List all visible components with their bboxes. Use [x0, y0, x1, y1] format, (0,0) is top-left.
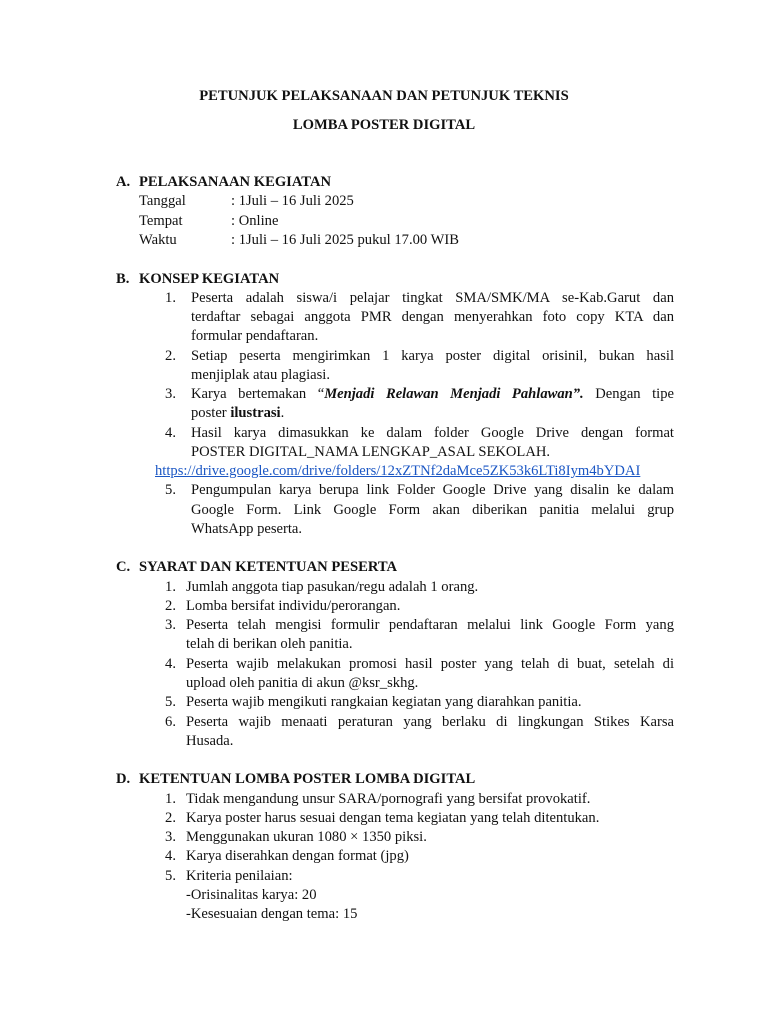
list-number: 4.	[165, 848, 176, 864]
list-item-line: Google Form. Link Google Form akan diberikan panitia melalui grup	[191, 502, 674, 518]
list-number: 6.	[165, 714, 176, 730]
list-item-line: -Orisinalitas karya: 20	[186, 887, 317, 903]
info-label-tempat: Tempat	[139, 213, 183, 229]
section-letter: C.	[116, 559, 131, 575]
list-item-line: poster ilustrasi.	[191, 405, 285, 421]
info-value-tanggal: : 1Juli – 16 Juli 2025	[231, 193, 354, 209]
info-value-waktu: : 1Juli – 16 Juli 2025 pukul 17.00 WIB	[231, 232, 459, 248]
section-letter: B.	[116, 271, 130, 287]
list-item-line: Peserta telah mengisi formulir pendaftaran melalui link Google Form yang	[186, 617, 674, 633]
list-item-line: Karya bertemakan “Menjadi Relawan Menjadi Pahlawan”. Dengan tipe	[191, 386, 674, 402]
list-item-line: WhatsApp peserta.	[191, 521, 303, 537]
list-number: 2.	[165, 598, 176, 614]
list-number: 3.	[165, 617, 176, 633]
list-number: 5.	[165, 868, 176, 884]
list-number: 4.	[165, 656, 176, 672]
list-item-line: Karya diserahkan dengan format (jpg)	[186, 848, 409, 864]
list-item-line: Peserta adalah siswa/i pelajar tingkat SMA/SMK/MA se-Kab.Garut dan	[191, 290, 674, 306]
list-item-line: -Kesesuaian dengan tema: 15	[186, 906, 358, 922]
list-item-line: Peserta wajib melakukan promosi hasil poster yang telah di buat, setelah di	[186, 656, 674, 672]
list-number: 2.	[165, 810, 176, 826]
list-number: 3.	[165, 829, 176, 845]
list-item-line: Lomba bersifat individu/perorangan.	[186, 598, 401, 614]
list-number: 1.	[165, 791, 176, 807]
info-value-tempat: : Online	[231, 213, 279, 229]
list-item-line: Peserta wajib mengikuti rangkaian kegiatan yang diarahkan panitia.	[186, 694, 582, 710]
document-subtitle: LOMBA POSTER DIGITAL	[292, 117, 476, 133]
google-drive-link[interactable]: https://drive.google.com/drive/folders/12xZTNf2daMce5ZK53k6LTi8Iym4bYDAI	[155, 463, 641, 479]
list-item-line: Kriteria penilaian:	[186, 868, 293, 884]
list-item-line: POSTER DIGITAL_NAMA LENGKAP_ASAL SEKOLAH.	[191, 444, 551, 460]
section-letter: A.	[116, 174, 131, 190]
list-item-line: formular pendaftaran.	[191, 328, 319, 344]
list-item-line: terdaftar sebagai anggota PMR dengan menyerahkan foto copy KTA dan	[191, 309, 674, 325]
list-number: 3.	[165, 386, 176, 402]
section-heading: KETENTUAN LOMBA POSTER LOMBA DIGITAL	[139, 771, 476, 787]
list-number: 4.	[165, 425, 176, 441]
list-item-line: Pengumpulan karya berupa link Folder Google Drive yang disalin ke dalam	[191, 482, 674, 498]
info-label-tanggal: Tanggal	[139, 193, 186, 209]
list-item-line: Hasil karya dimasukkan ke dalam folder Google Drive dengan format	[191, 425, 674, 441]
list-item-line: upload oleh panitia di akun @ksr_skhg.	[186, 675, 419, 691]
section-heading: SYARAT DAN KETENTUAN PESERTA	[139, 559, 398, 575]
list-item-line: Peserta wajib menaati peraturan yang berlaku di lingkungan Stikes Karsa	[186, 714, 674, 730]
list-item-line: Setiap peserta mengirimkan 1 karya poster digital orisinil, bukan hasil	[191, 348, 674, 364]
section-letter: D.	[116, 771, 131, 787]
section-heading: KONSEP KEGIATAN	[139, 271, 280, 287]
list-item-line: Karya poster harus sesuai dengan tema kegiatan yang telah ditentukan.	[186, 810, 600, 826]
list-number: 5.	[165, 694, 176, 710]
list-item-line: telah di berikan oleh panitia.	[186, 636, 353, 652]
list-number: 1.	[165, 579, 176, 595]
list-item-line: Jumlah anggota tiap pasukan/regu adalah 1 orang.	[186, 579, 479, 595]
list-number: 1.	[165, 290, 176, 306]
info-label-waktu: Waktu	[139, 232, 177, 248]
document-title: PETUNJUK PELAKSANAAN DAN PETUNJUK TEKNIS	[199, 88, 569, 104]
section-heading: PELAKSANAAN KEGIATAN	[139, 174, 332, 190]
list-number: 5.	[165, 482, 176, 498]
list-item-line: menjiplak atau plagiasi.	[191, 367, 331, 383]
list-item-line: Husada.	[186, 733, 234, 749]
list-number: 2.	[165, 348, 176, 364]
list-item-line: Tidak mengandung unsur SARA/pornografi yang bersifat provokatif.	[186, 791, 591, 807]
list-item-line: Menggunakan ukuran 1080 × 1350 piksi.	[186, 829, 427, 845]
